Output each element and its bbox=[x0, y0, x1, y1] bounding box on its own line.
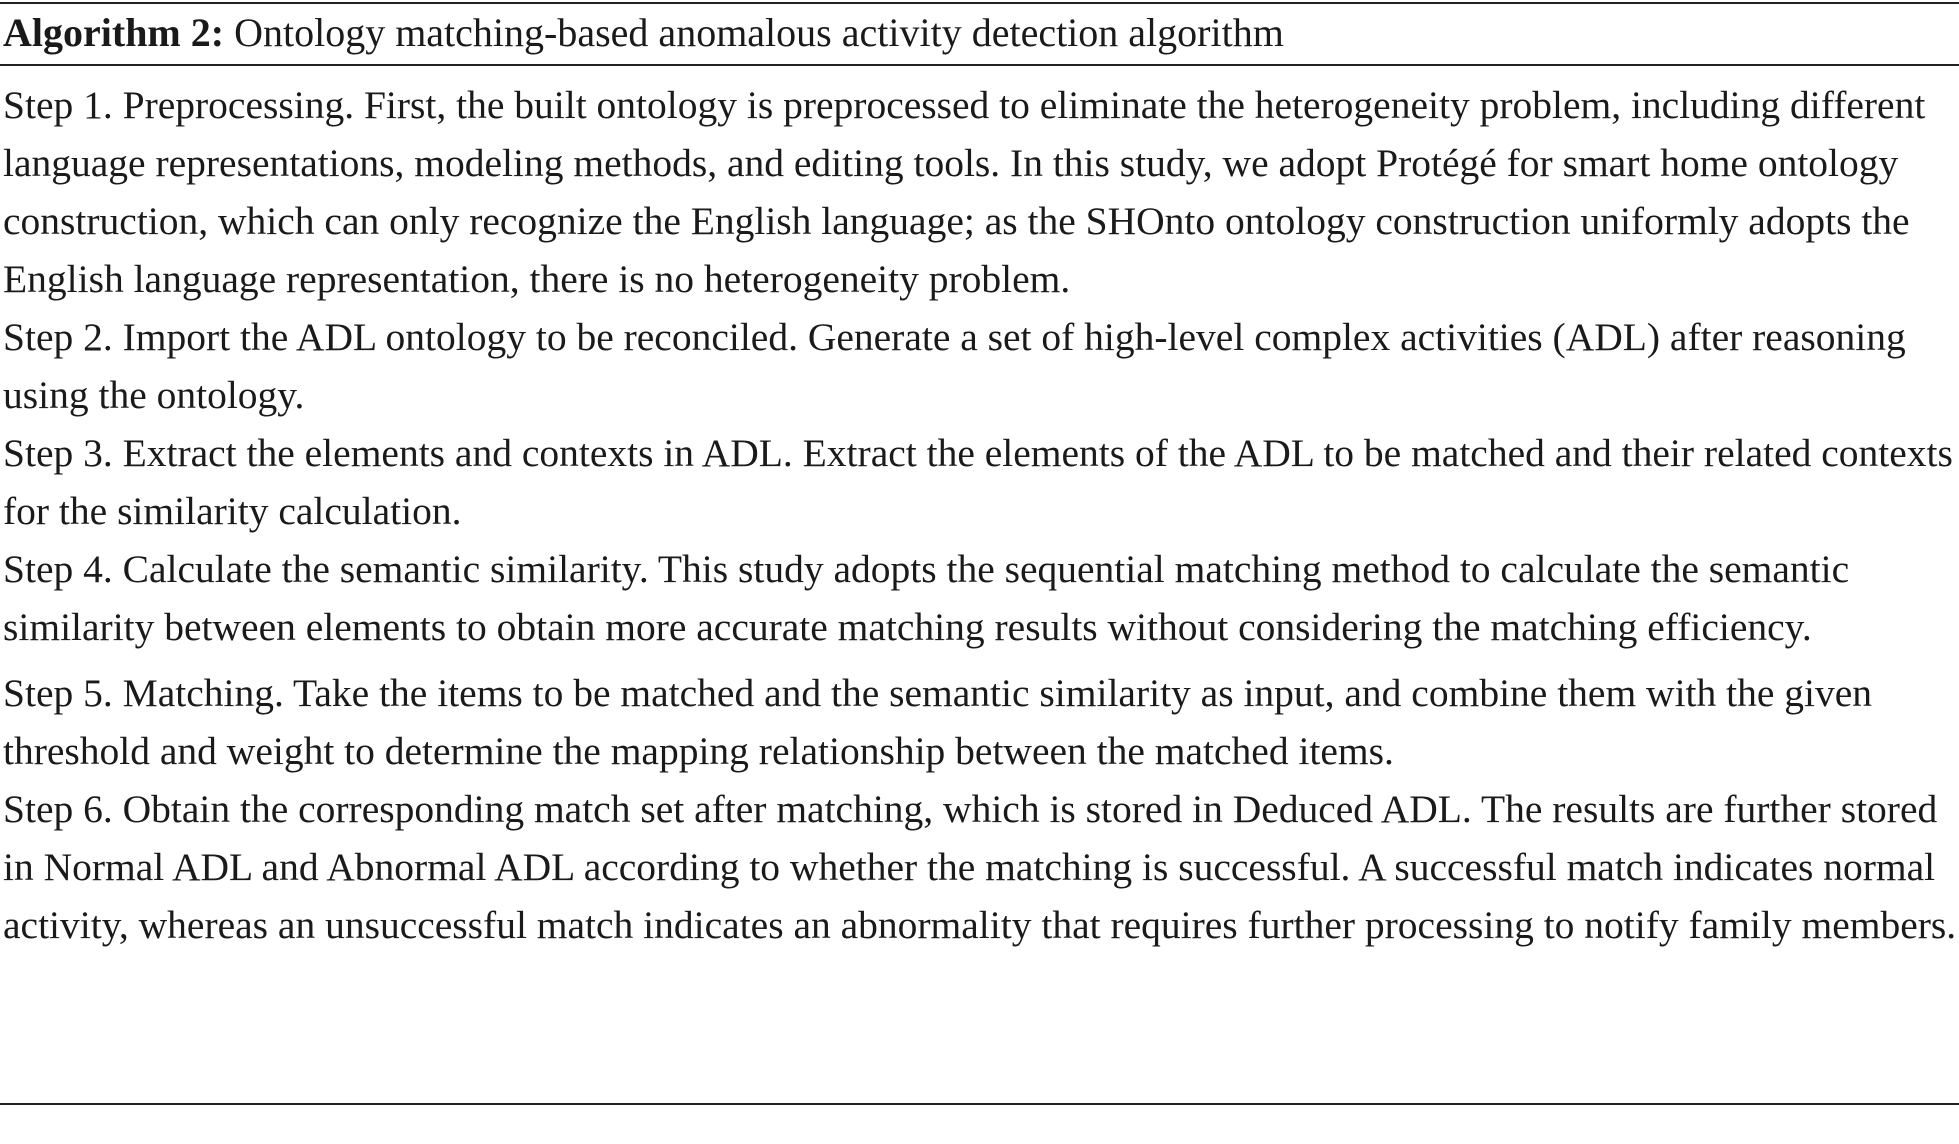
algorithm-step-3: Step 3. Extract the elements and contexts in ADL. Extract the elements of the ADL to be matched and their related contexts for the similarity calculation. bbox=[3, 431, 1953, 533]
algorithm-step-5: Step 5. Matching. Take the items to be matched and the semantic similarity as input, and combine them with the given threshold and weight to determine the mapping relationship between the matched items. bbox=[3, 671, 1873, 773]
algorithm-step-6: Step 6. Obtain the corresponding match set after matching, which is stored in Deduced ADL. The results are further stored in Normal ADL and Abnormal ADL according to whether the matching is successful. A successful match indicates normal activity, whereas an unsuccessful match indicates an abnormality that requires further processing to notify family members. bbox=[3, 787, 1957, 947]
algorithm-label: Algorithm 2: bbox=[3, 10, 225, 55]
algorithm-title: Ontology matching-based anomalous activity detection algorithm bbox=[234, 10, 1284, 55]
algorithm-caption bbox=[3, 7, 1284, 59]
bottom-rule bbox=[0, 1103, 1959, 1105]
caption-rule bbox=[0, 64, 1959, 66]
algorithm-step-4: Step 4. Calculate the semantic similarity. This study adopts the sequential matching method to calculate the semantic similarity between elements to obtain more accurate matching results without considering the matching efficiency. bbox=[3, 547, 1850, 649]
top-rule bbox=[0, 2, 1959, 4]
algorithm-step-1: Step 1. Preprocessing. First, the built ontology is preprocessed to eliminate the heterogeneity problem, including different language representations, modeling methods, and editing tools. In this study, we adopt Protégé for smart home ontology construction, which can only recognize the English language; as the SHOnto ontology construction uniformly adopts the English language representation, there is no heterogeneity problem. bbox=[3, 83, 1926, 301]
algorithm-step-2: Step 2. Import the ADL ontology to be reconciled. Generate a set of high-level complex activities (ADL) after reasoning using the ontology. bbox=[3, 315, 1906, 417]
algorithm-steps bbox=[3, 76, 1959, 954]
